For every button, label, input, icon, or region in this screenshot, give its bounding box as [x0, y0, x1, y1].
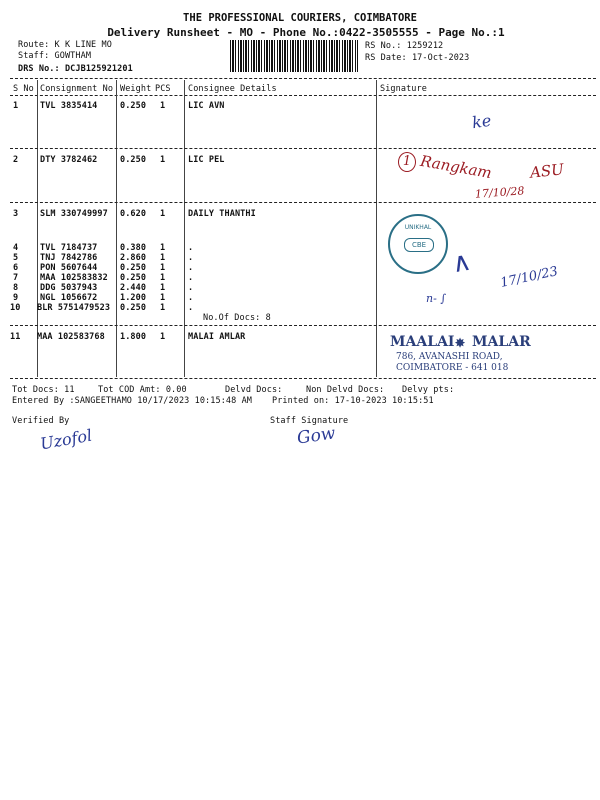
row-consignee: . [188, 273, 194, 283]
divider [10, 202, 596, 203]
printed-on: Printed on: 17-10-2023 10:15:51 [272, 396, 434, 406]
row-weight: 0.250 [120, 273, 147, 283]
col-pcs: PCS [155, 84, 171, 94]
row-weight: 0.250 [120, 101, 147, 111]
divider [10, 78, 596, 79]
row-consignment: DTY 3782462 [40, 155, 98, 165]
staff-signature-label: Staff Signature [270, 416, 349, 426]
divider [10, 148, 596, 149]
row-sno: 10 [10, 303, 21, 313]
row-consignment: TVL 7184737 [40, 243, 98, 253]
row-consignee: LIC PEL [188, 155, 225, 165]
row-consignment: MAA 102583768 [37, 332, 105, 342]
entered-by: Entered By :SANGEETHAMO 10/17/2023 10:15:48 AM [12, 396, 253, 406]
col-consignment: Consignment No [40, 84, 114, 94]
row-pcs: 1 [160, 303, 166, 313]
row-sno: 9 [13, 293, 19, 303]
col-consignee: Consignee Details [188, 84, 277, 94]
row-sno: 2 [13, 155, 19, 165]
signature-row3-mark: ∧ [449, 246, 474, 280]
barcode [230, 40, 358, 72]
malar-title-2: MALAR [472, 334, 531, 350]
row-sno: 7 [13, 273, 19, 283]
row-consignment: BLR 5751479523 [37, 303, 111, 313]
row-consignee: . [188, 253, 194, 263]
rs-number: RS No.: 1259212 [365, 41, 444, 51]
row-pcs: 1 [160, 273, 166, 283]
signature-row3-initial: n- ∫ [426, 292, 447, 305]
no-of-docs: No.Of Docs: 8 [203, 313, 271, 323]
row-weight: 2.440 [120, 283, 147, 293]
row-pcs: 1 [160, 332, 166, 342]
column-line [376, 80, 377, 377]
col-weight: Weight [120, 84, 152, 94]
signature-row2-date: 17/10/28 [474, 184, 525, 201]
row-pcs: 1 [160, 263, 166, 273]
row-consignment: TVL 3835414 [40, 101, 98, 111]
col-signature: Signature [380, 84, 427, 94]
row-weight: 0.250 [120, 263, 147, 273]
route-label: Route: K K LINE MO [18, 40, 112, 50]
row-consignee: . [188, 283, 194, 293]
col-sno: S No [13, 84, 34, 94]
round-stamp [388, 214, 448, 274]
row-consignment: TNJ 7842786 [40, 253, 98, 263]
malar-stamp [390, 334, 550, 382]
row-consignee: LIC AVN [188, 101, 225, 111]
signature-row2-extra: ASU [529, 160, 565, 182]
runsheet-subtitle: Delivery Runsheet - MO - Phone No.:0422-3505555 - Page No.:1 [107, 26, 505, 39]
row-consignee: DAILY THANTHI [188, 209, 256, 219]
column-line [116, 80, 117, 377]
row-consignee: . [188, 243, 194, 253]
divider [10, 325, 596, 326]
row-sno: 3 [13, 209, 19, 219]
staff-label: Staff: GOWTHAM [18, 51, 92, 61]
row-consignee: . [188, 263, 194, 273]
row-weight: 0.380 [120, 243, 147, 253]
row-sno: 5 [13, 253, 19, 263]
staff-signature: Gow [295, 423, 337, 449]
drs-number: DRS No.: DCJB125921201 [18, 64, 133, 74]
row-sno: 4 [13, 243, 19, 253]
non-delivered-docs: Non Delvd Docs: [306, 385, 385, 395]
row-pcs: 1 [160, 243, 166, 253]
malar-title: MAALAI [390, 334, 455, 350]
row-pcs: 1 [160, 101, 166, 111]
row-weight: 0.250 [120, 155, 147, 165]
row-weight: 1.200 [120, 293, 147, 303]
row-consignment: NGL 1056672 [40, 293, 98, 303]
total-docs: Tot Docs: 11 [12, 385, 75, 395]
row-sno: 1 [13, 101, 19, 111]
row-consignment: DDG 5037943 [40, 283, 98, 293]
delivery-points: Delvy pts: [402, 385, 455, 395]
circled-number: 1 [398, 152, 416, 172]
row-pcs: 1 [160, 293, 166, 303]
malar-address-line1: 786, AVANASHI ROAD, [396, 352, 503, 362]
row-consignee: . [188, 303, 194, 313]
verified-signature: Uzofol [38, 425, 94, 454]
malar-star-icon: ✸ [455, 336, 466, 350]
row-consignee: MALAI AMLAR [188, 332, 246, 342]
row-pcs: 1 [160, 253, 166, 263]
row-weight: 1.800 [120, 332, 147, 342]
rs-date: RS Date: 17-Oct-2023 [365, 53, 470, 63]
row-pcs: 1 [160, 155, 166, 165]
round-stamp-top-text: UNIKHAL [404, 224, 432, 231]
company-title: THE PROFESSIONAL COURIERS, COIMBATORE [183, 12, 417, 24]
row-weight: 0.250 [120, 303, 147, 313]
row-weight: 2.860 [120, 253, 147, 263]
signature-row3-date: 17/10/23 [499, 264, 560, 291]
row-sno: 11 [10, 332, 21, 342]
row-consignment: MAA 102583832 [40, 273, 108, 283]
delivered-docs: Delvd Docs: [225, 385, 283, 395]
row-sno: 6 [13, 263, 19, 273]
verified-by-label: Verified By [12, 416, 70, 426]
column-line [184, 80, 185, 377]
signature-row2: Rangkam [418, 151, 494, 183]
row-consignment: SLM 330749997 [40, 209, 108, 219]
row-sno: 8 [13, 283, 19, 293]
row-pcs: 1 [160, 209, 166, 219]
signature-row1: ke [470, 110, 493, 133]
row-consignee: . [188, 293, 194, 303]
row-consignment: PON 5607644 [40, 263, 98, 273]
round-stamp-center: CBE [404, 238, 434, 252]
divider [10, 95, 596, 96]
row-weight: 0.620 [120, 209, 147, 219]
row-pcs: 1 [160, 283, 166, 293]
malar-address-line2: COIMBATORE - 641 018 [396, 363, 509, 373]
total-cod: Tot COD Amt: 0.00 [98, 385, 187, 395]
